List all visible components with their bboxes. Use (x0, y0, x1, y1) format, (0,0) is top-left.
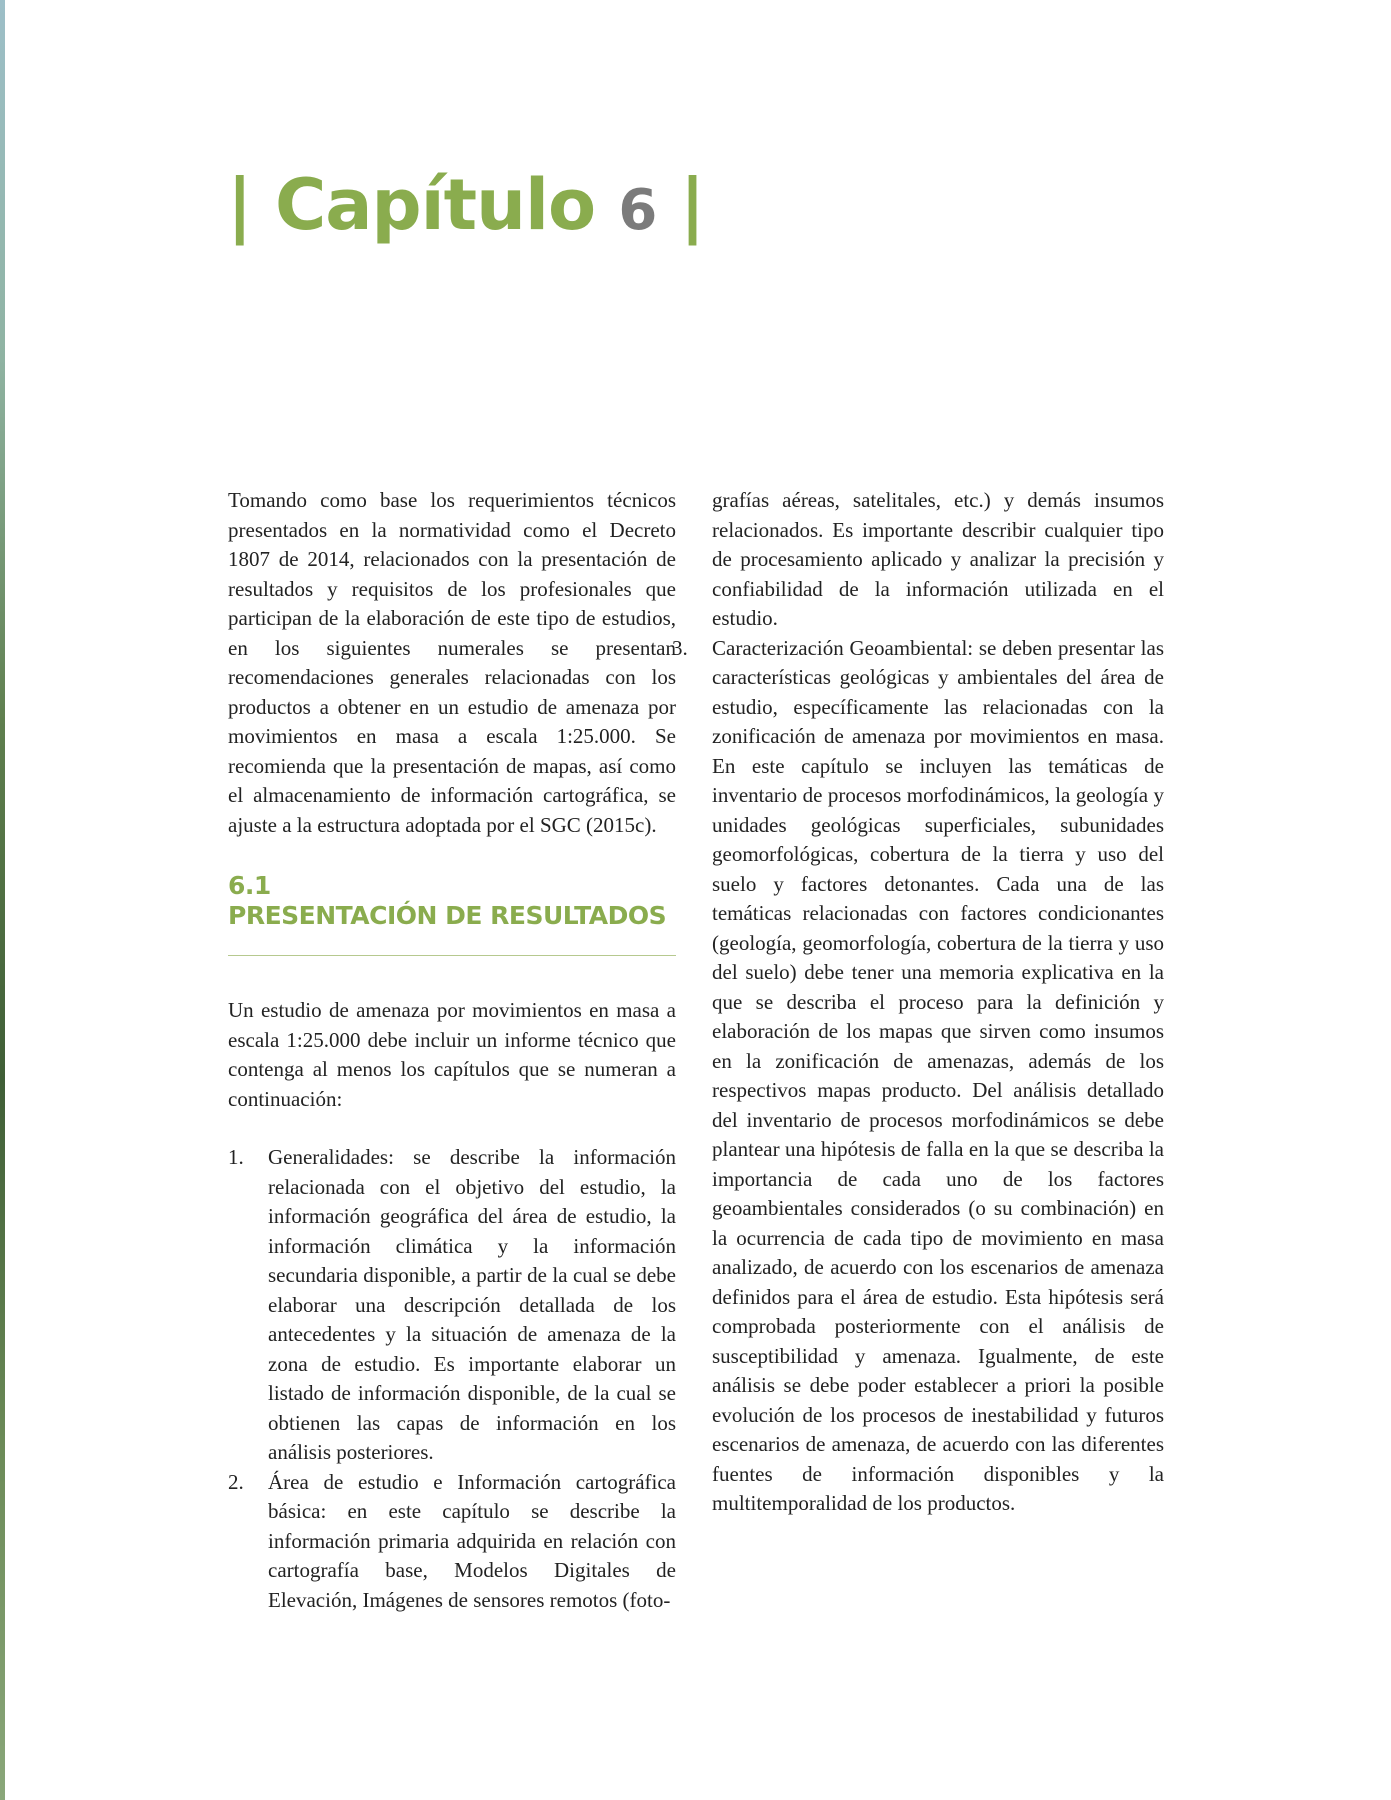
left-column (228, 486, 676, 1615)
list-item (672, 634, 1164, 1519)
lead-paragraph: Un estudio de amenaza por movimientos en masa a escala 1:25.000 debe incluir un informe técnico que contenga al menos los capítulos que se numeran a continuación: (228, 998, 676, 1111)
right-column (672, 486, 1164, 1519)
section-title: PRESENTACIÓN DE RESULTADOS (228, 901, 667, 930)
chapter-list (228, 1143, 676, 1615)
list-item-number: 2. (228, 1469, 244, 1494)
section-divider (228, 955, 676, 956)
chapter-list-continued (672, 634, 1164, 1519)
section-heading (228, 871, 676, 956)
chapter-heading: | Capítulo 6 | (227, 164, 705, 246)
list-item-number: 1. (228, 1145, 244, 1169)
list-item (228, 1468, 676, 1616)
list-item (228, 1143, 676, 1468)
intro-paragraph: Tomando como base los requerimientos técnicos presentados en la normatividad como el Decreto 1807 de 2014, relacionados con la presentación de resultados y requisitos de los profesionales que participan de la elaboración de este tipo de estudios, en los siguientes numerales se presentan recomendaciones generales relacionadas con los productos a obtener en un estudio de amenaza por movimientos en masa a escala 1:25.000. Se recomienda que la presentación de mapas, así como el almacenamiento de información cartográfica, se ajuste a la estructura adoptada por el SGC (2015c). (228, 488, 676, 837)
list-item-number: 3. (672, 635, 688, 660)
list-item-text: Generalidades: se describe la información relacionada con el objetivo del estudio, la información geográfica del área de estudio, la información climática y la información secundaria disponible, a partir de la cual se debe elaborar una descripción detallada de los antecedentes y la situación de amenaza de la zona de estudio. Es importante elaborar un listado de información disponible, de la cual se obtienen las capas de información en los análisis posteriores. (268, 1145, 676, 1464)
list-item-text: Área de estudio e Información cartográfica básica: en este capítulo se describe la información primaria adquirida en relación con cartografía base, Modelos Digitales de Elevación, Imágenes de sensores remotos (foto- (268, 1469, 676, 1612)
list-item-text: Caracterización Geoambiental: se deben presentar las características geológicas y ambientales del área de estudio, específicamente las relacionadas con la zonificación de amenaza por movimientos en masa. En este capítulo se incluyen las temáticas de inventario de procesos morfodinámicos, la geología y unidades geológicas superficiales, subunidades geomorfológicas, cobertura de la tierra y uso del suelo y factores detonantes. Cada una de las temáticas relacionadas con factores condicionantes (geología, geomorfología, cobertura de la tierra y uso del suelo) debe tener una memoria explicativa en la que se describa el proceso para la definición y elaboración de los mapas que sirven como insumos en la zonificación de amenazas, además de los respectivos mapas producto. Del análisis detallado del inventario de procesos morfodinámicos se debe plantear una hipótesis de falla en la que se describa la importancia de cada uno de los factores geoambientales considerados (o su combinación) en la ocurrencia de cada tipo de movimiento en masa analizado, de acuerdo con los escenarios de amenaza definidos para el área de estudio. Esta hipótesis será comprobada posteriormente con el análisis de susceptibilidad y amenaza. Igualmente, de este análisis se debe poder establecer a priori la posible evolución de los procesos de inestabilidad y futuros escenarios de amenaza, de acuerdo con las diferentes fuentes de información disponibles y la multitemporalidad de los productos. (712, 635, 1164, 1515)
continuation-paragraph: grafías aéreas, satelitales, etc.) y demás insumos relacionados. Es importante describir cualquier tipo de procesamiento aplicado y analizar la precisión y confiabilidad de la información utilizada en el estudio. (712, 488, 1164, 630)
chapter-number: 6 (618, 178, 657, 243)
section-number: 6.1 (228, 871, 271, 900)
chapter-word: Capítulo (274, 164, 596, 246)
page-edge-decoration (0, 0, 5, 1800)
